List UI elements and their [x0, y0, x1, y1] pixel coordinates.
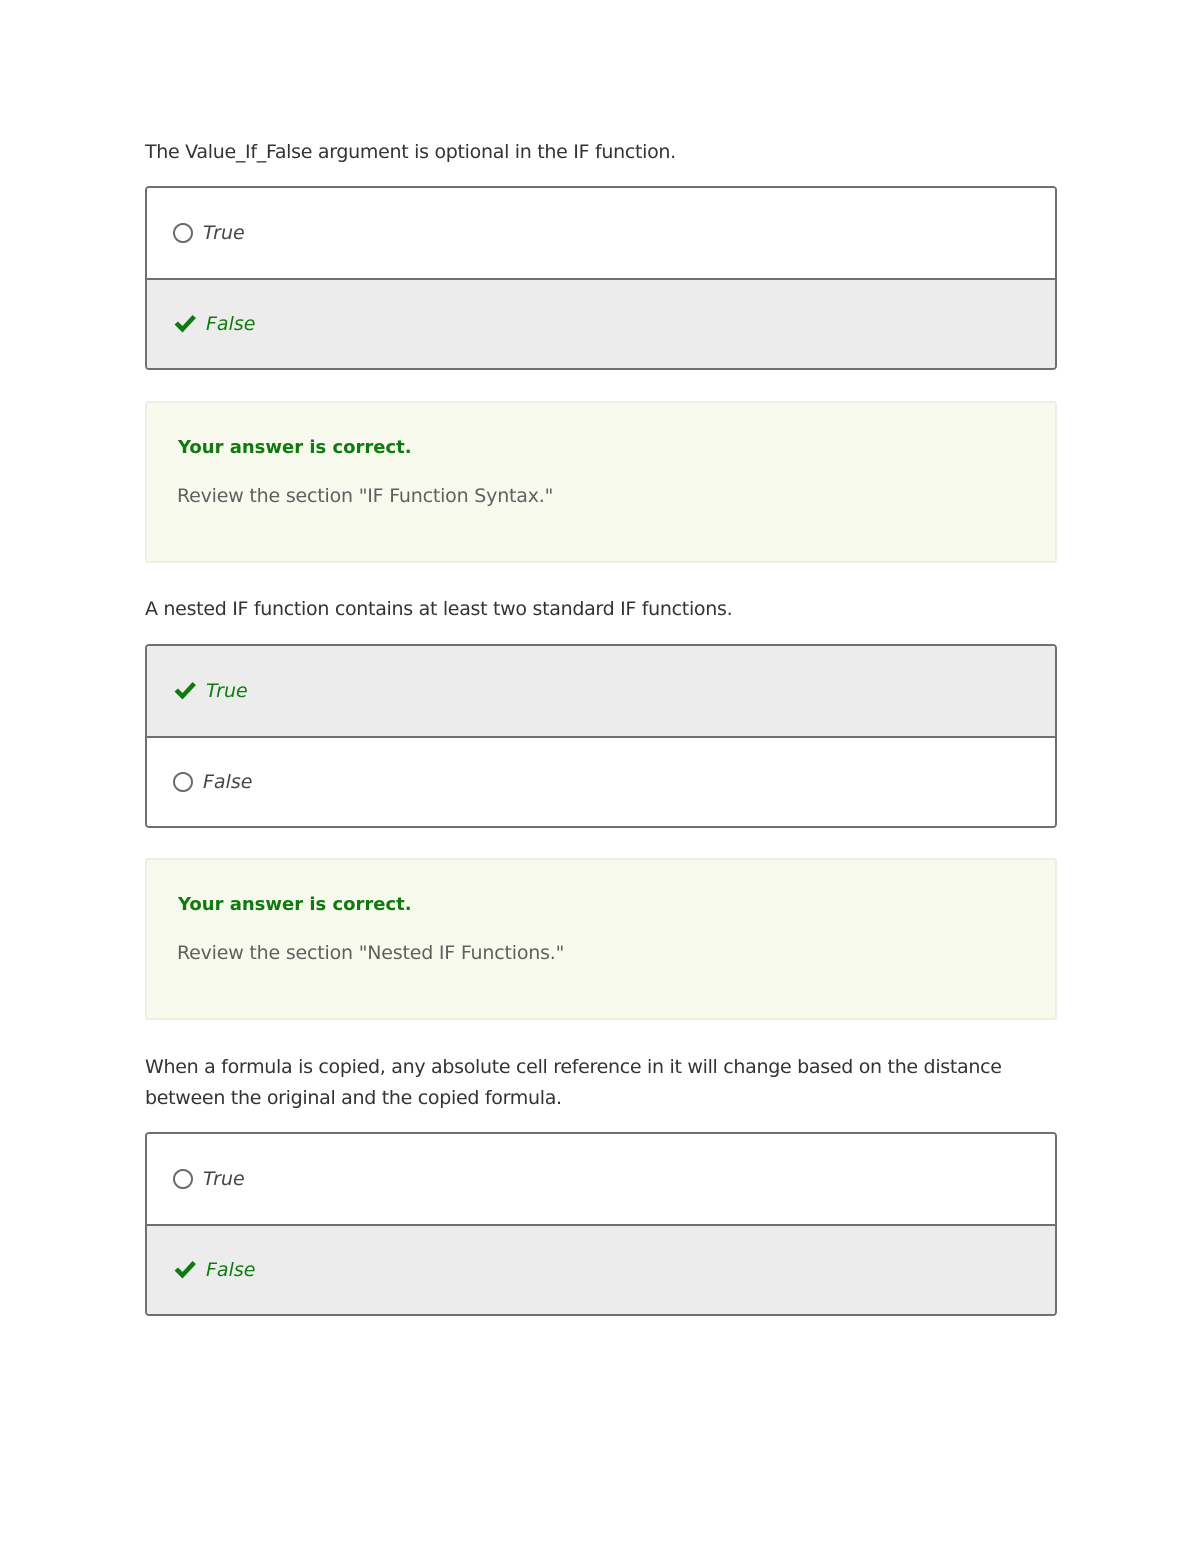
option-label: True: [206, 680, 248, 702]
feedback-title: Your answer is correct.: [178, 894, 412, 915]
radio-circle-icon[interactable]: [173, 223, 193, 243]
feedback-box: [145, 401, 1057, 563]
question-text: When a formula is copied, any absolute cell reference in it will change based on the distance between the original and the copied formula.: [145, 1056, 1002, 1109]
option-label: False: [203, 771, 253, 793]
question-2: [145, 594, 1057, 964]
feedback-box: [145, 858, 1057, 1020]
option-false[interactable]: [147, 736, 1055, 826]
option-false[interactable]: [147, 278, 1055, 368]
option-label: False: [206, 313, 256, 335]
option-true[interactable]: [147, 188, 1055, 278]
option-label: True: [203, 222, 245, 244]
option-true[interactable]: [147, 646, 1055, 736]
radio-circle-icon[interactable]: [173, 772, 193, 792]
checkmark-icon: [173, 680, 197, 702]
question-text: The Value_If_False argument is optional in the IF function.: [145, 141, 676, 163]
answer-options: [145, 186, 1057, 370]
question-1: [145, 137, 1057, 507]
checkmark-icon: [173, 313, 197, 335]
radio-circle-icon[interactable]: [173, 1169, 193, 1189]
answer-options: [145, 644, 1057, 828]
feedback-title: Your answer is correct.: [178, 437, 412, 458]
question-3: [145, 1052, 1057, 1281]
option-false[interactable]: [147, 1224, 1055, 1314]
option-label: False: [206, 1259, 256, 1281]
answer-options: [145, 1132, 1057, 1316]
feedback-text: Review the section "Nested IF Functions.": [177, 942, 565, 964]
option-label: True: [203, 1168, 245, 1190]
option-true[interactable]: [147, 1134, 1055, 1224]
question-text: A nested IF function contains at least two standard IF functions.: [145, 598, 733, 620]
checkmark-icon: [173, 1259, 197, 1281]
feedback-text: Review the section "IF Function Syntax.": [177, 485, 554, 507]
